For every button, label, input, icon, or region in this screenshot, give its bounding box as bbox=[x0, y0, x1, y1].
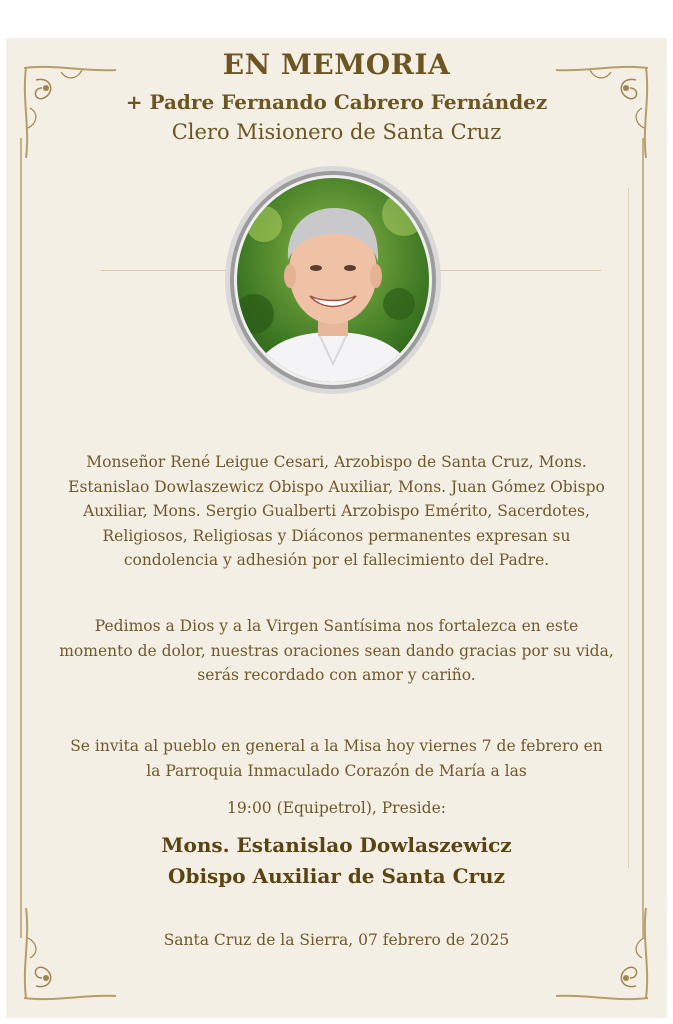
mass-time: 19:00 (Equipetrol), Preside: bbox=[227, 799, 446, 817]
deceased-name: + Padre Fernando Cabrero Fernández bbox=[125, 90, 548, 114]
prayer-paragraph: Pedimos a Dios y a la Virgen Santísima nos fortalezca en este momento de dolor, nuestras oraciones sean dando gracias por su vida, serás recordado con amor y cariño. bbox=[59, 617, 614, 684]
condolence-paragraph: Monseñor René Leigue Cesari, Arzobispo de Santa Cruz, Mons. Estanislao Dowlaszewicz Obispo Auxiliar, Mons. Juan Gómez Obispo Auxiliar, Mons. Sergio Gualberti Arzobispo Emérito, Sacerdotes, Religiosos, Religiosas y Diáconos permanentes expresan su condolencia y adhesión por el fallecimiento del Padre. bbox=[68, 453, 605, 569]
portrait-frame bbox=[224, 164, 442, 396]
frame-left-line bbox=[20, 138, 22, 938]
corner-ornament-bottom-left-icon bbox=[16, 898, 126, 1008]
portrait-photo-icon bbox=[224, 164, 442, 396]
invitation-paragraph: Se invita al pueblo en general a la Misa hoy viernes 7 de febrero en la Parroquia Inmaculado Corazón de María a las bbox=[70, 737, 603, 780]
place-date: Santa Cruz de la Sierra, 07 febrero de 2025 bbox=[163, 931, 510, 949]
deceased-role: Clero Misionero de Santa Cruz bbox=[171, 120, 502, 144]
frame-inner-right-line bbox=[628, 188, 629, 868]
memorial-card bbox=[6, 38, 667, 1018]
corner-ornament-bottom-right-icon bbox=[546, 898, 656, 1008]
presider-title: Obispo Auxiliar de Santa Cruz bbox=[168, 864, 505, 888]
presider-name: Mons. Estanislao Dowlaszewicz bbox=[161, 833, 512, 857]
frame-right-line bbox=[642, 138, 644, 938]
page-title: EN MEMORIA bbox=[222, 48, 451, 81]
